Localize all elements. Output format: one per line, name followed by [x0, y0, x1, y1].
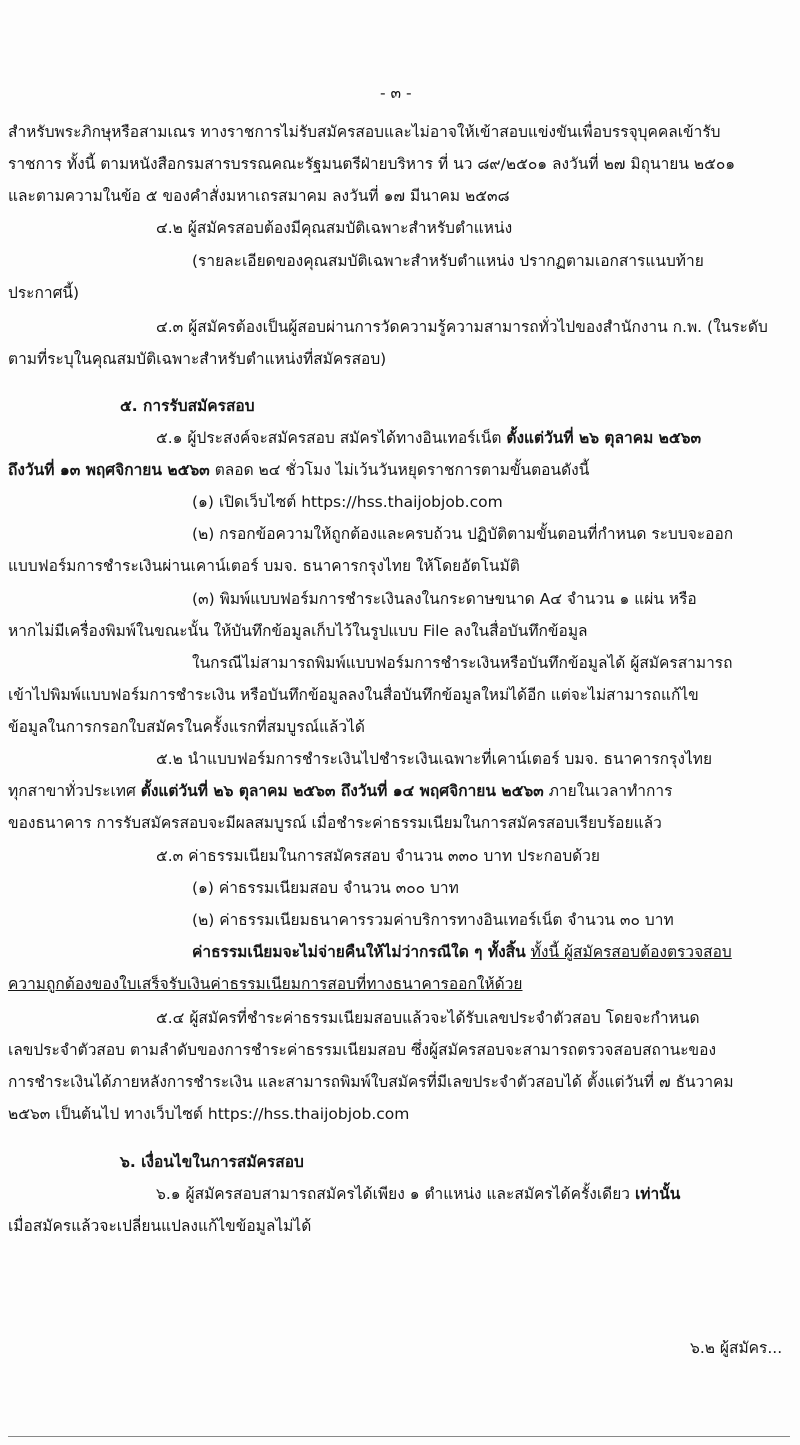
clause-5-1-start-date: ตั้งแต่วันที่ ๒๖ ตุลาคม ๒๕๖๓	[506, 429, 702, 447]
clause-6-1-line-1	[156, 1184, 680, 1204]
clause-5-1-hours: ตลอด ๒๔ ชั่วโมง ไม่เว้นวันหยุดราชการตามขั้นตอนดังนี้	[209, 461, 590, 479]
clause-5-4-line-2: เลขประจำตัวสอบ ตามลำดับของการชำระค่าธรรมเนียมสอบ ซึ่งผู้สมัครสอบจะสามารถตรวจสอบสถานะของ	[8, 1041, 717, 1059]
clause-5-2-branches: ทุกสาขาทั่วประเทศ	[8, 782, 141, 800]
step-3-line-2: หากไม่มีเครื่องพิมพ์ในขณะนั้น ให้บันทึกข้อมูลเก็บไว้ในรูปแบบ File ลงในสื่อบันทึกข้อมูล	[8, 622, 588, 640]
website-link: https://hss.thaijobjob.com	[301, 493, 503, 511]
section-6-heading: ๖. เงื่อนไขในการสมัครสอบ	[120, 1153, 304, 1171]
section-5-heading: ๕. การรับสมัครสอบ	[120, 397, 255, 415]
intro-line-3: และตามความในข้อ ๕ ของคำสั่งมหาเถรสมาคม ลงวันที่ ๑๗ มีนาคม ๒๕๓๘	[8, 187, 510, 205]
fee-item-1: (๑) ค่าธรรมเนียมสอบ จำนวน ๓๐๐ บาท	[192, 879, 459, 897]
clause-4-2-line-3: ประกาศนี้)	[8, 284, 80, 302]
continuation-text: ๖.๒ ผู้สมัคร...	[690, 1339, 783, 1357]
clause-5-1-line-2	[8, 460, 589, 480]
clause-5-3-line-1: ๕.๓ ค่าธรรมเนียมในการสมัครสอบ จำนวน ๓๓๐ บาท ประกอบด้วย	[156, 847, 601, 865]
bottom-rule	[8, 1436, 790, 1437]
refund-notice: ค่าธรรมเนียมจะไม่จ่ายคืนให้ไม่ว่ากรณีใด ๆ ทั้งสิ้น	[192, 943, 526, 961]
refund-line-2: ความถูกต้องของใบเสร็จรับเงินค่าธรรมเนียมการสอบที่ทางธนาคารออกให้ด้วย	[8, 975, 523, 993]
clause-5-4-line-3: การชำระเงินได้ภายหลังการชำระเงิน และสามารถพิมพ์ใบสมัครที่มีเลขประจำตัวสอบได้ ตั้งแต่วันที่ ๗ ธันวาคม	[8, 1073, 734, 1091]
step-3-line-1: (๓) พิมพ์แบบฟอร์มการชำระเงินลงในกระดาษขนาด A๔ จำนวน ๑ แผ่น หรือ	[192, 590, 697, 608]
refund-line-1	[192, 942, 732, 962]
step-1-text: (๑) เปิดเว็บไซต์	[192, 493, 302, 511]
intro-line-1: สำหรับพระภิกษุหรือสามเณร ทางราชการไม่รับสมัครสอบและไม่อาจให้เข้าสอบแข่งขันเพื่อบรรจุบุคคลเข้ารับ	[8, 123, 721, 141]
clause-4-2-line-2: (รายละเอียดของคุณสมบัติเฉพาะสำหรับตำแหน่ง ปรากฏตามเอกสารแนบท้าย	[192, 252, 704, 270]
clause-6-1-only: เท่านั้น	[634, 1185, 681, 1203]
note-line-2: เข้าไปพิมพ์แบบฟอร์มการชำระเงิน หรือบันทึกข้อมูลลงในสื่อบันทึกข้อมูลใหม่ได้อีก แต่จะไม่สามารถแก้ไข	[8, 686, 699, 704]
fee-item-2: (๒) ค่าธรรมเนียมธนาคารรวมค่าบริการทางอินเทอร์เน็ต จำนวน ๓๐ บาท	[192, 911, 674, 929]
clause-5-2-line-2	[8, 781, 672, 801]
receipt-check-notice: ทั้งนี้ ผู้สมัครสอบต้องตรวจสอบ	[530, 943, 732, 961]
step-2-line-1: (๒) กรอกข้อความให้ถูกต้องและครบถ้วน ปฏิบัติตามขั้นตอนที่กำหนด ระบบจะออก	[192, 525, 734, 543]
clause-5-1-line-1	[156, 428, 701, 448]
clause-5-1-text: ๕.๑ ผู้ประสงค์จะสมัครสอบ สมัครได้ทางอินเทอร์เน็ต	[156, 429, 507, 447]
clause-6-1-line-2: เมื่อสมัครแล้วจะเปลี่ยนแปลงแก้ไขข้อมูลไม่ได้	[8, 1217, 312, 1235]
clause-4-3-line-2: ตามที่ระบุในคุณสมบัติเฉพาะสำหรับตำแหน่งที่สมัครสอบ)	[8, 350, 387, 368]
note-line-1: ในกรณีไม่สามารถพิมพ์แบบฟอร์มการชำระเงินหรือบันทึกข้อมูลได้ ผู้สมัครสามารถ	[192, 654, 733, 672]
clause-5-1-end-date: ถึงวันที่ ๑๓ พฤศจิกายน ๒๕๖๓	[8, 461, 210, 479]
clause-5-2-hours: ภายในเวลาทำการ	[543, 782, 673, 800]
step-1	[192, 492, 503, 512]
clause-5-2-line-1: ๕.๒ นำแบบฟอร์มการชำระเงินไปชำระเงินเฉพาะที่เคาน์เตอร์ บมจ. ธนาคารกรุงไทย	[156, 750, 713, 768]
intro-line-2: ราชการ ทั้งนี้ ตามหนังสือกรมสารบรรณคณะรัฐมนตรีฝ่ายบริหาร ที่ นว ๘๙/๒๕๐๑ ลงวันที่ ๒๗ มิถุนายน ๒๕๐๑	[8, 155, 736, 173]
clause-4-2-line-1: ๔.๒ ผู้สมัครสอบต้องมีคุณสมบัติเฉพาะสำหรับตำแหน่ง	[156, 219, 513, 237]
clause-5-2-dates: ตั้งแต่วันที่ ๒๖ ตุลาคม ๒๕๖๓ ถึงวันที่ ๑๔ พฤศจิกายน ๒๕๖๓	[140, 782, 544, 800]
clause-5-2-line-3: ของธนาคาร การรับสมัครสอบจะมีผลสมบูรณ์ เมื่อชำระค่าธรรมเนียมในการสมัครสอบเรียบร้อยแล้ว	[8, 814, 662, 832]
clause-6-1-text: ๖.๑ ผู้สมัครสอบสามารถสมัครได้เพียง ๑ ตำแหน่ง และสมัครได้ครั้งเดียว	[156, 1185, 635, 1203]
page-number: - ๓ -	[380, 84, 412, 102]
clause-5-4-line-1: ๕.๔ ผู้สมัครที่ชำระค่าธรรมเนียมสอบแล้วจะได้รับเลขประจำตัวสอบ โดยจะกำหนด	[156, 1009, 700, 1027]
note-line-3: ข้อมูลในการกรอกใบสมัครในครั้งแรกที่สมบูรณ์แล้วได้	[8, 718, 365, 736]
step-2-line-2: แบบฟอร์มการชำระเงินผ่านเคาน์เตอร์ บมจ. ธนาคารกรุงไทย ให้โดยอัตโนมัติ	[8, 557, 520, 575]
clause-4-3-line-1: ๔.๓ ผู้สมัครต้องเป็นผู้สอบผ่านการวัดความรู้ความสามารถทั่วไปของสำนักงาน ก.พ. (ในระดับ	[156, 318, 768, 336]
clause-5-4-line-4: ๒๕๖๓ เป็นต้นไป ทางเว็บไซต์ https://hss.thaijobjob.com	[8, 1105, 410, 1123]
